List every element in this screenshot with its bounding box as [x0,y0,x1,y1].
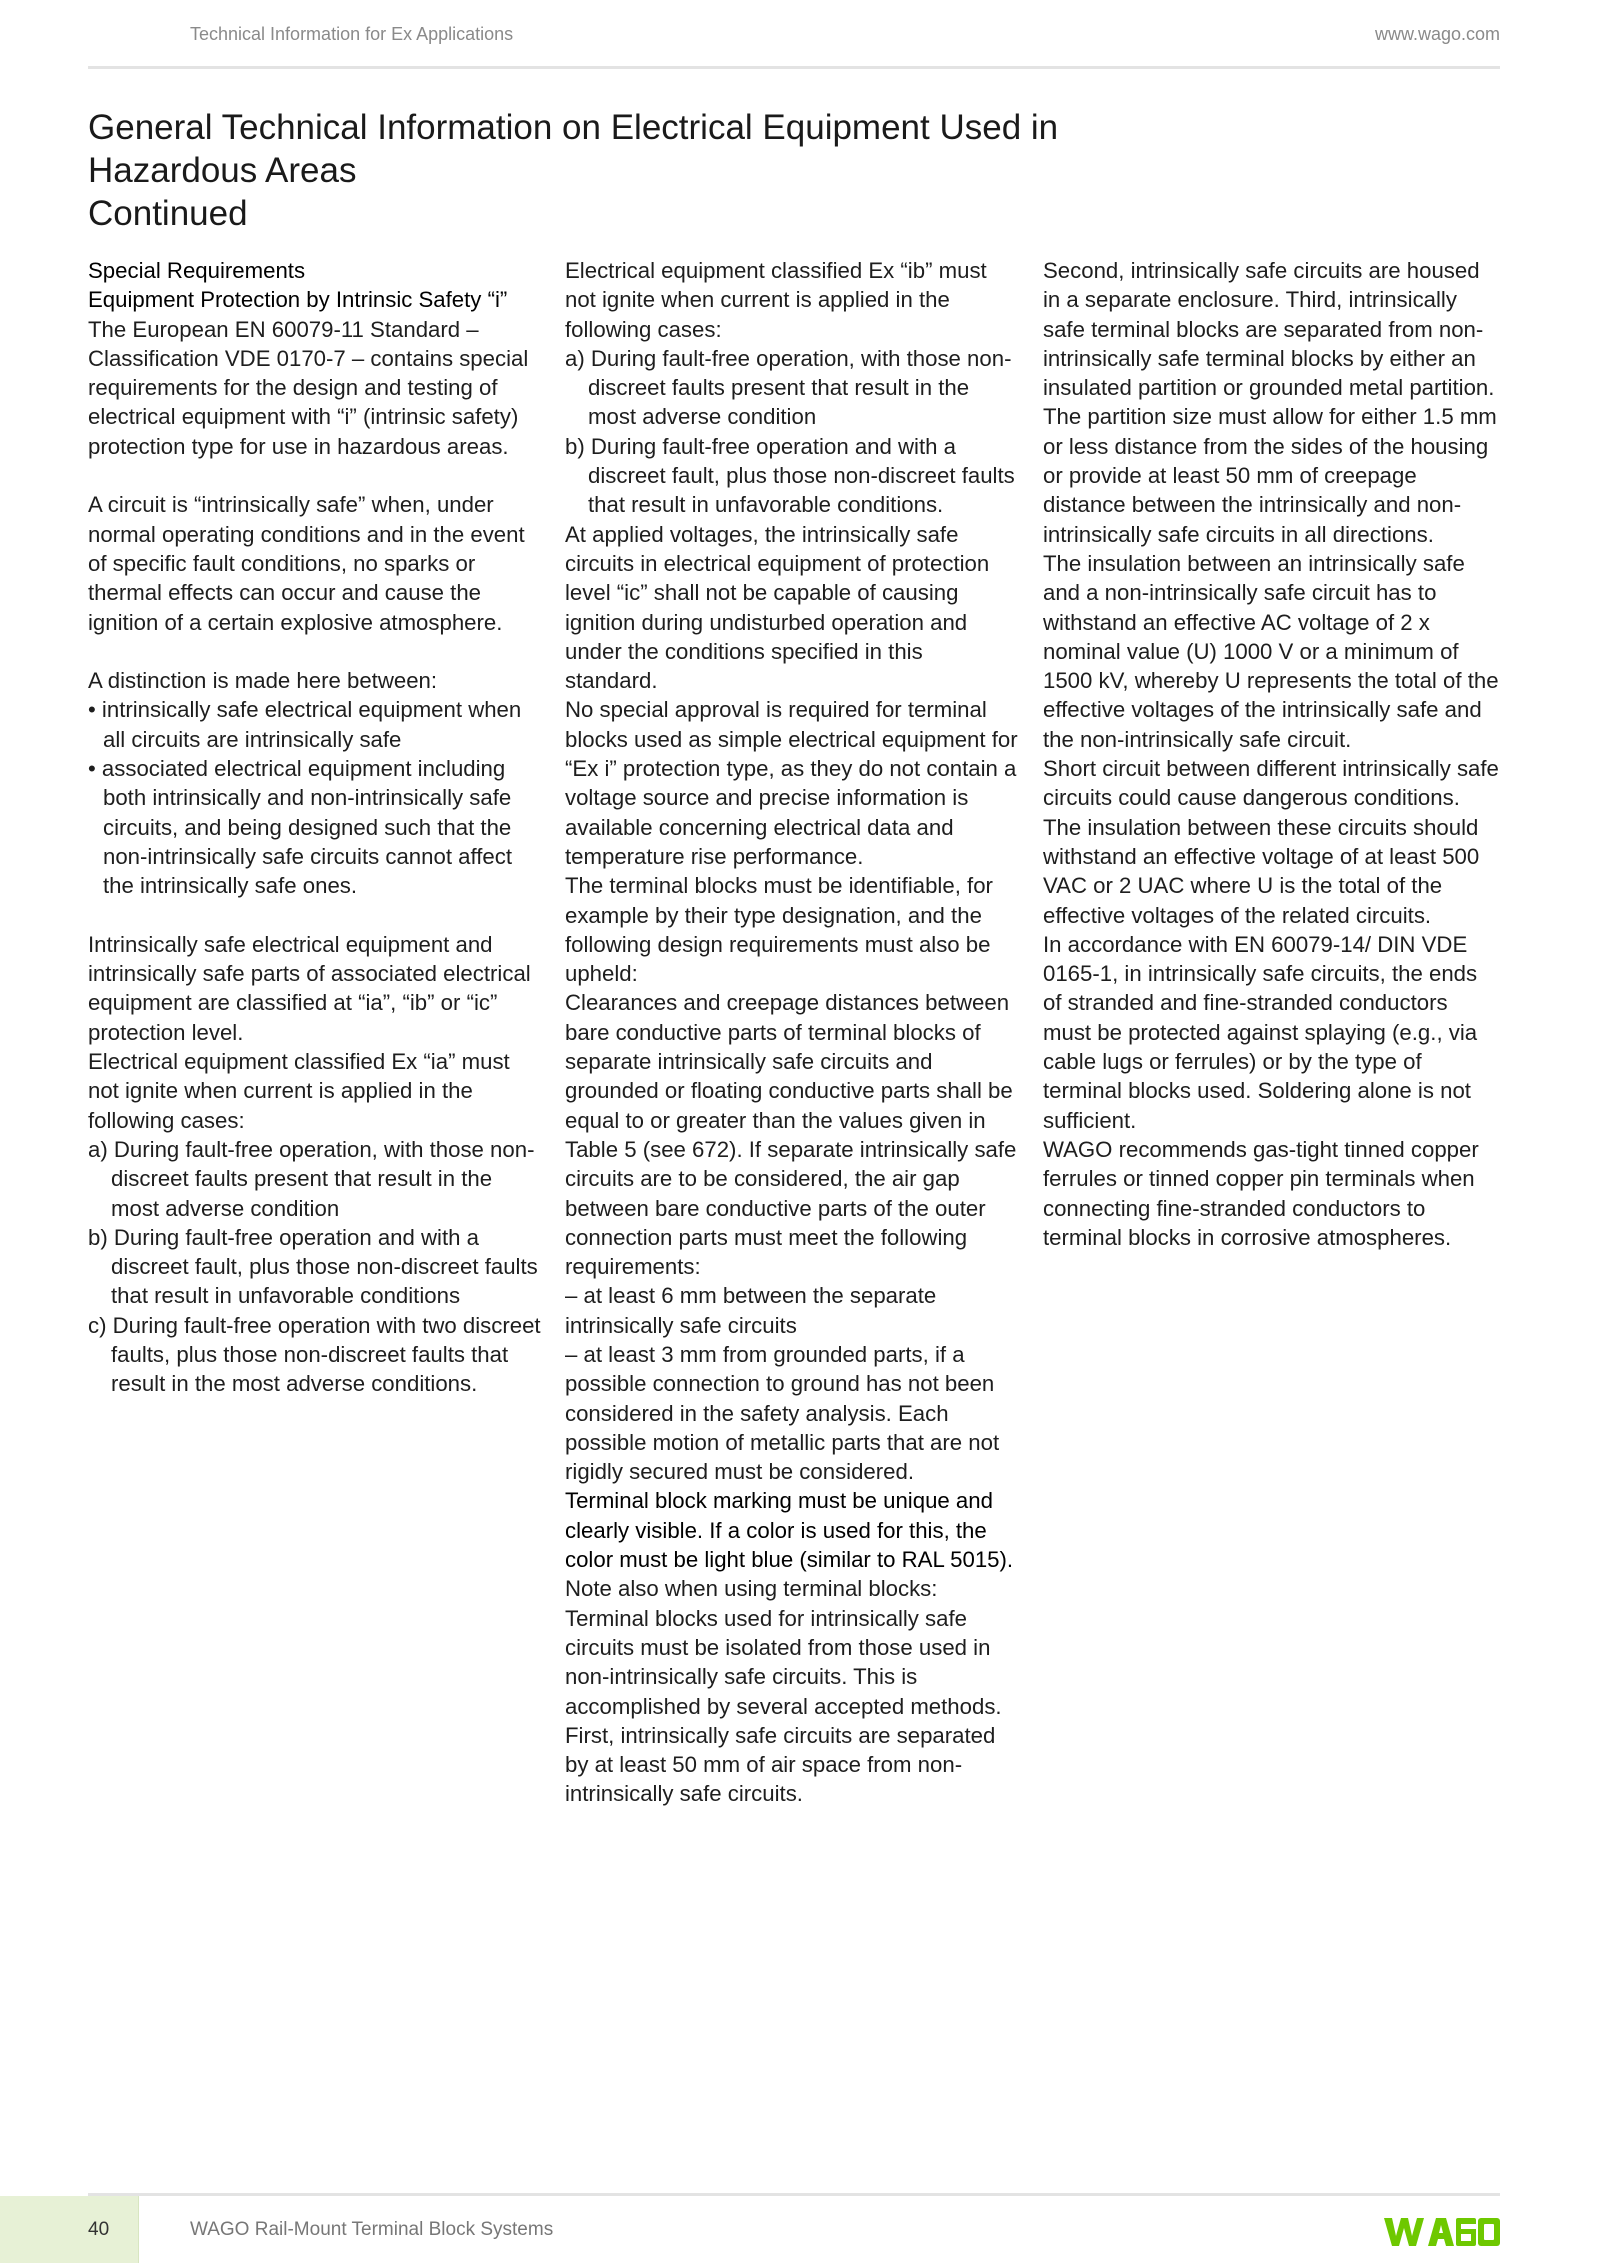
subsection-heading: Equipment Protection by Intrinsic Safety “i” [88,287,508,313]
list-item: a) During fault-free operation, with those non-discreet faults present that result in the most adverse condition [88,1136,535,1221]
website-url[interactable]: www.wago.com [1374,24,1500,44]
paragraph: A distinction is made here between: [88,668,438,694]
emphasized-note: Terminal block marking must be unique and clearly visible. If a color is used for this, the color must be light blue (similar to RAL 5015). [565,1488,1014,1573]
text-column-2 [565,256,1021,1809]
paragraph: Second, intrinsically safe circuits are housed in a separate enclosure. Third, intrinsically safe terminal blocks are separated from non-intrinsically safe terminal blocks by either an insulated partition or grounded metal partition. The partition size must allow for either 1.5 mm or less distance from the sides of the housing or provide at least 50 mm of creepage distance between the intrinsically and non-intrinsically safe circuits in all directions. [1043,258,1497,547]
section-heading: Special Requirements [88,258,306,283]
list-item: b) During fault-free operation and with a discreet fault, plus those non-discreet faults that result in unfavorable conditions. [565,433,1015,518]
paragraph: WAGO recommends gas-tight tinned copper ferrules or tinned copper pin terminals when connecting fine-stranded conductors to terminal blocks in corrosive atmospheres. [1043,1136,1479,1250]
paragraph: No special approval is required for terminal blocks used as simple electrical equipment for “Ex i” protection type, as they do not contain a voltage source and precise information is available concerning electrical data and temperature rise performance. [565,697,1018,869]
paragraph: At applied voltages, the intrinsically safe circuits in electrical equipment of protection level “ic” shall not be capable of causing ignition during undisturbed operation and under the conditions specified in this standard. [565,521,990,694]
requirement-item: – at least 3 mm from grounded parts, if a possible connection to ground has not been considered in the safety analysis. Each possible motion of metallic parts that are not rigidly secured must be considered. [565,1341,1000,1485]
requirement-item: – at least 6 mm between the separate intrinsically safe circuits [565,1283,937,1338]
page-number-box [0,2196,139,2263]
paragraph: The insulation between an intrinsically safe and a non-intrinsically safe circuit has to withstand an effective AC voltage of 2 x nominal value (U) 1000 V or a minimum of 1500 kV, whereby U represents the total of the effective voltages of the intrinsically safe and the non-intrinsically safe circuit. [1043,550,1499,752]
paragraph: Intrinsically safe electrical equipment and intrinsically safe parts of associated electrical equipment are classified at “ia”, “ib” or “ic” protection level. [88,931,531,1045]
footer-divider [88,2193,1500,2196]
footer-title: WAGO Rail-Mount Terminal Block Systems [190,2219,554,2240]
paragraph: Terminal blocks used for intrinsically safe circuits must be isolated from those used in non-intrinsically safe circuits. This is accomplished by several accepted methods. First, intrinsically safe circuits are separated by at least 50 mm of air space from non-intrinsically safe circuits. [565,1605,1002,1807]
page-subtitle: Continued [88,194,248,233]
running-header: Technical Information for Ex Applications [190,24,514,44]
text-column-3 [1043,256,1499,1252]
bullet-list [88,695,544,900]
paragraph: Note also when using terminal blocks: [565,1576,938,1602]
case-list [565,344,1021,520]
wago-logo [1384,2216,1500,2248]
list-item: • associated electrical equipment including both intrinsically and non-intrinsically safe circuits, and being designed such that the non-intrinsically safe circuits cannot affect the intrinsically safe ones. [88,756,513,899]
header-divider [88,66,1500,69]
page-number: 40 [88,2219,110,2240]
paragraph: The European EN 60079-11 Standard – Classification VDE 0170-7 – contains special requirements for the design and testing of electrical equipment with “i” (intrinsic safety) protection type for use in hazardous areas. [88,316,529,459]
paragraph: The terminal blocks must be identifiable, for example by their type designation, and the following design requirements must also be upheld: [565,873,993,987]
list-item: a) During fault-free operation, with those non-discreet faults present that result in the most adverse condition [565,345,1012,430]
case-list [88,1135,544,1399]
page-title-main: General Technical Information on Electrical Equipment Used in Hazardous Areas [88,108,1059,190]
paragraph: Electrical equipment classified Ex “ib” must not ignite when current is applied in the following cases: [565,258,987,342]
list-item: b) During fault-free operation and with a discreet fault, plus those non-discreet faults that result in unfavorable conditions [88,1224,538,1309]
text-column-1 [88,256,544,1399]
page-title [88,106,1088,235]
paragraph: Clearances and creepage distances between bare conductive parts of terminal blocks of separate intrinsically safe circuits and grounded or floating conductive parts shall be equal to or greater than the values given in Table 5 (see 672). If separate intrinsically safe circuits are to be considered, the air gap between bare conductive parts of the outer connection parts must meet the following requirements: [565,990,1017,1280]
list-item: c) During fault-free operation with two discreet faults, plus those non-discreet faults that result in the most adverse conditions. [88,1312,541,1397]
list-item: • intrinsically safe electrical equipment when all circuits are intrinsically safe [88,697,522,752]
paragraph: Electrical equipment classified Ex “ia” must not ignite when current is applied in the following cases: [88,1049,510,1133]
paragraph: In accordance with EN 60079-14/ DIN VDE 0165-1, in intrinsically safe circuits, the ends of stranded and fine-stranded conductors must be protected against splaying (e.g., via cable lugs or ferrules) or by the type of terminal blocks used. Soldering alone is not sufficient. [1043,931,1478,1133]
paragraph: Short circuit between different intrinsically safe circuits could cause dangerous conditions. The insulation between these circuits should withstand an effective voltage of at least 500 VAC or 2 UAC where U is the total of the effective voltages of the related circuits. [1043,756,1499,928]
paragraph: A circuit is “intrinsically safe” when, under normal operating conditions and in the event of specific fault conditions, no sparks or thermal effects can occur and cause the ignition of a certain explosive atmosphere. [88,492,525,635]
